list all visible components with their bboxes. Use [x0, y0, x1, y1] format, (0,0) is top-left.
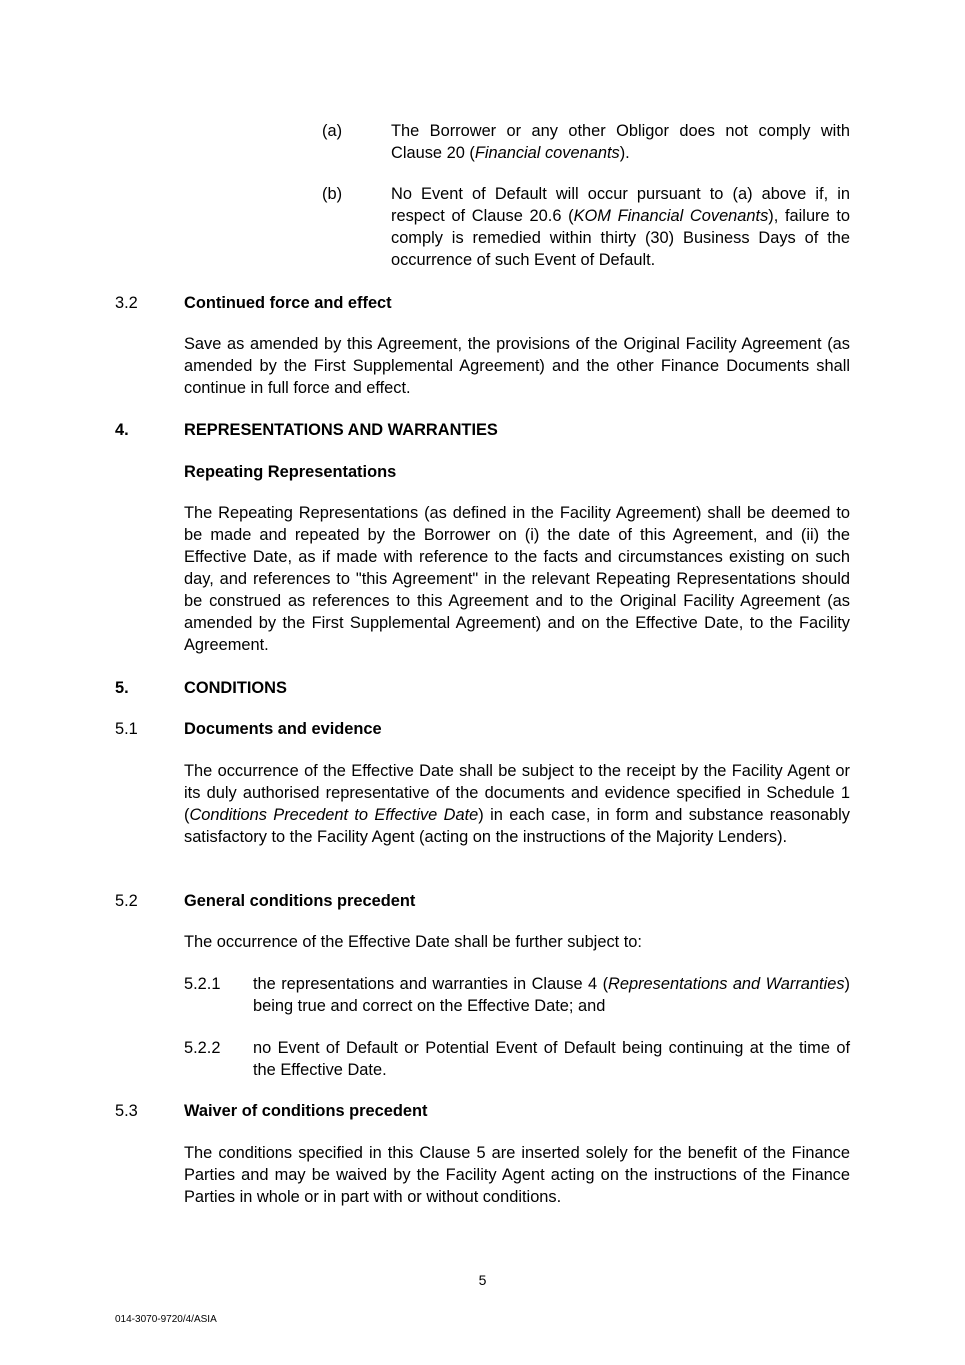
clause-5-2-intro: The occurrence of the Effective Date shall be further subject to:: [184, 933, 642, 951]
clause-5-1-text-part: ) in each case, in form and substance reasonably satisfactory to the Facility Agent (acting on the instructions of the Majority Lenders).: [184, 806, 850, 846]
section-4-subheading: Repeating Representations: [184, 463, 397, 481]
item-b-text-part: No Event of Default will occur pursuant to (a) above if, in respect of Clause 20.6 (: [391, 185, 850, 225]
clause-5-3-number: 5.3: [115, 1102, 138, 1120]
clause-3-2-heading: Continued force and effect: [184, 294, 392, 312]
clause-5-2-1-number: 5.2.1: [184, 975, 221, 993]
item-b-text-part: ), failure to comply is remedied within thirty (30) Business Days of the occurrence of such Event of Default.: [391, 207, 850, 269]
item-a-italic: Financial covenants: [474, 144, 620, 162]
item-b-italic: KOM Financial Covenants: [573, 207, 769, 225]
clause-5-2-1-text: [253, 973, 850, 1017]
clause-5-1-heading: Documents and evidence: [184, 720, 382, 738]
section-4-number: 4.: [115, 421, 129, 439]
section-5-heading: CONDITIONS: [184, 679, 287, 697]
item-b-text: [391, 183, 850, 271]
clause-5-3-body: The conditions specified in this Clause 5 are inserted solely for the benefit of the Finance Parties and may be waived by the Facility Agent acting on the instructions of the Finance Parties in whole or in part with or without conditions.: [184, 1144, 850, 1206]
clause-5-2-heading: General conditions precedent: [184, 892, 416, 910]
item-a-text-part: The Borrower or any other Obligor does not comply with Clause 20 (: [391, 122, 850, 162]
clause-3-2-number: 3.2: [115, 294, 138, 312]
clause-5-3-heading: Waiver of conditions precedent: [184, 1102, 428, 1120]
clause-5-2-2-text: no Event of Default or Potential Event of Default being continuing at the time of the Effective Date.: [253, 1039, 850, 1079]
page-number: 5: [478, 1272, 487, 1288]
clause-5-2-number: 5.2: [115, 892, 138, 910]
item-b-label: (b): [322, 185, 343, 203]
clause-5-1-number: 5.1: [115, 720, 138, 738]
clause-5-1-body: [184, 760, 850, 848]
clause-5-2-1-text-part: ) being true and correct on the Effective Date; and: [253, 975, 850, 1015]
item-a-text: [391, 120, 850, 164]
section-4-body: The Repeating Representations (as defined in the Facility Agreement) shall be deemed to be made and repeated by the Borrower on (i) the date of this Agreement, and (ii) the Effective Date, as if made with reference to the facts and circumstances existing on such day, and references to "this Agreement" in the relevant Repeating Representations should be construed as references to this Agreement and to the Original Facility Agreement (as amended by the First Supplemental Agreement) and on the Effective Date, to the Facility Agreement.: [184, 504, 850, 654]
clause-3-2-body: Save as amended by this Agreement, the provisions of the Original Facility Agreement (as amended by the First Supplemental Agreement) and the other Finance Documents shall continue in full force and effect.: [184, 335, 850, 397]
clause-5-1-text-part: The occurrence of the Effective Date shall be subject to the receipt by the Facility Agent or its duly authorised representative of the documents and evidence specified in Schedule 1 (: [184, 762, 850, 824]
footer-reference: 014-3070-9720/4/ASIA: [115, 1314, 217, 1325]
item-a-text-part: ).: [619, 144, 630, 162]
clause-5-2-1-italic: Representations and Warranties: [608, 975, 845, 993]
section-4-heading: REPRESENTATIONS AND WARRANTIES: [184, 421, 498, 439]
clause-5-2-2-number: 5.2.2: [184, 1039, 221, 1057]
item-a-label: (a): [322, 122, 343, 140]
section-5-number: 5.: [115, 679, 129, 697]
clause-5-2-1-text-part: the representations and warranties in Clause 4 (: [253, 975, 609, 993]
clause-5-1-italic: Conditions Precedent to Effective Date: [189, 806, 479, 824]
